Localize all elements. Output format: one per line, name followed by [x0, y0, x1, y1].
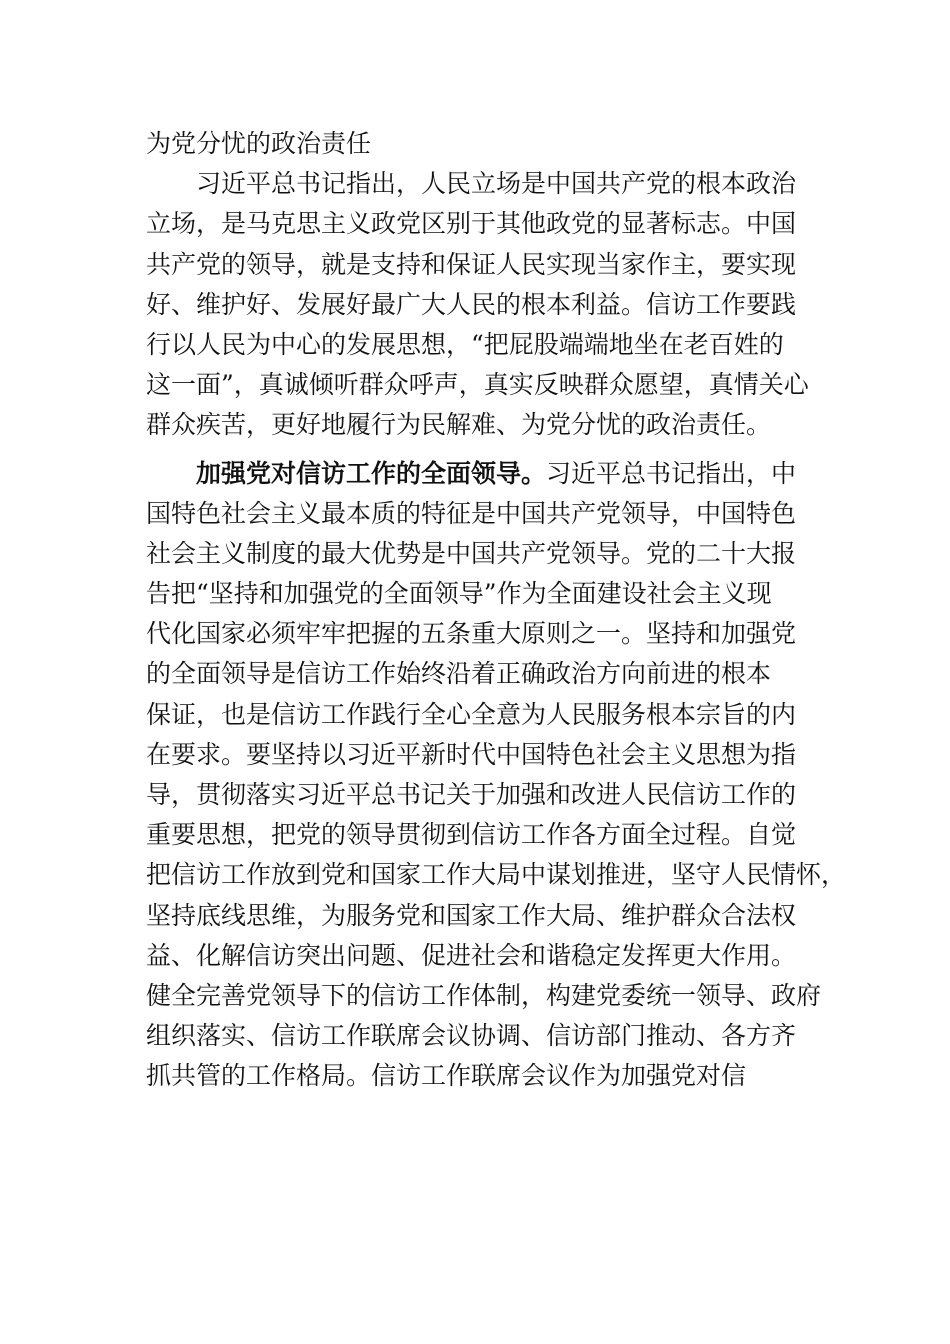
text-line: 代化国家必须牢牢把握的五条重大原则之一。坚持和加强党: [146, 619, 797, 649]
text-line: 为党分忧的政治责任: [146, 129, 372, 158]
text-line: 重要思想，把党的领导贯彻到信访工作各方面全过程。自觉: [146, 820, 797, 850]
text-line: 坚持底线思维，为服务党和国家工作大局、维护群众合法权: [146, 900, 797, 930]
text-line: 健全完善党领导下的信访工作体制，构建党委统一领导、政府: [146, 980, 822, 1010]
document-body: [146, 124, 846, 1097]
heading-line-rest: 习近平总书记指出，中: [546, 458, 797, 488]
text-line: 把信访工作放到党和国家工作大局中谋划推进，坚守人民情怀，: [146, 860, 847, 890]
text-line: 保证，也是信访工作践行全心全意为人民服务根本宗旨的内: [146, 699, 797, 729]
text-line: 在要求。要坚持以习近平新时代中国特色社会主义思想为指: [146, 739, 797, 769]
text-line: [146, 454, 846, 494]
text-line: 这一面”，真诚倾听群众呼声，真实反映群众愿望，真情关心: [146, 370, 809, 400]
text-line: 导，贯彻落实习近平总书记关于加强和改进人民信访工作的: [146, 780, 797, 809]
text-line: 国特色社会主义最本质的特征是中国共产党领导，中国特色: [146, 498, 797, 528]
paragraph-party-leadership: [146, 454, 846, 1097]
paragraph-people-stance: [146, 164, 846, 445]
paragraph-continuation: [146, 124, 846, 164]
text-line: 群众疾苦，更好地履行为民解难、为党分忧的政治责任。: [146, 410, 772, 440]
text-line: 益、化解信访突出问题、促进社会和谐稳定发挥更大作用。: [146, 940, 797, 970]
text-line: 的全面领导是信访工作始终沿着正确政治方向前进的根本: [146, 659, 772, 689]
section-heading: 加强党对信访工作的全面领导。: [196, 458, 547, 488]
text-line: 告把“坚持和加强党的全面领导”作为全面建设社会主义现: [146, 579, 772, 609]
text-line: 共产党的领导，就是支持和保证人民实现当家作主，要实现: [146, 249, 797, 279]
text-line: 好、维护好、发展好最广大人民的根本利益。信访工作要践: [146, 289, 797, 319]
text-line: 行以人民为中心的发展思想，“把屁股端端地坐在老百姓的: [146, 329, 784, 359]
text-line: 抓共管的工作格局。信访工作联席会议作为加强党对信: [146, 1061, 747, 1091]
text-line: 组织落实、信访工作联席会议协调、信访部门推动、各方齐: [146, 1021, 797, 1051]
text-line: 习近平总书记指出，人民立场是中国共产党的根本政治: [196, 169, 797, 199]
text-line: 立场，是马克思主义政党区别于其他政党的显著标志。中国: [146, 209, 797, 239]
text-line: 社会主义制度的最大优势是中国共产党领导。党的二十大报: [146, 538, 797, 568]
